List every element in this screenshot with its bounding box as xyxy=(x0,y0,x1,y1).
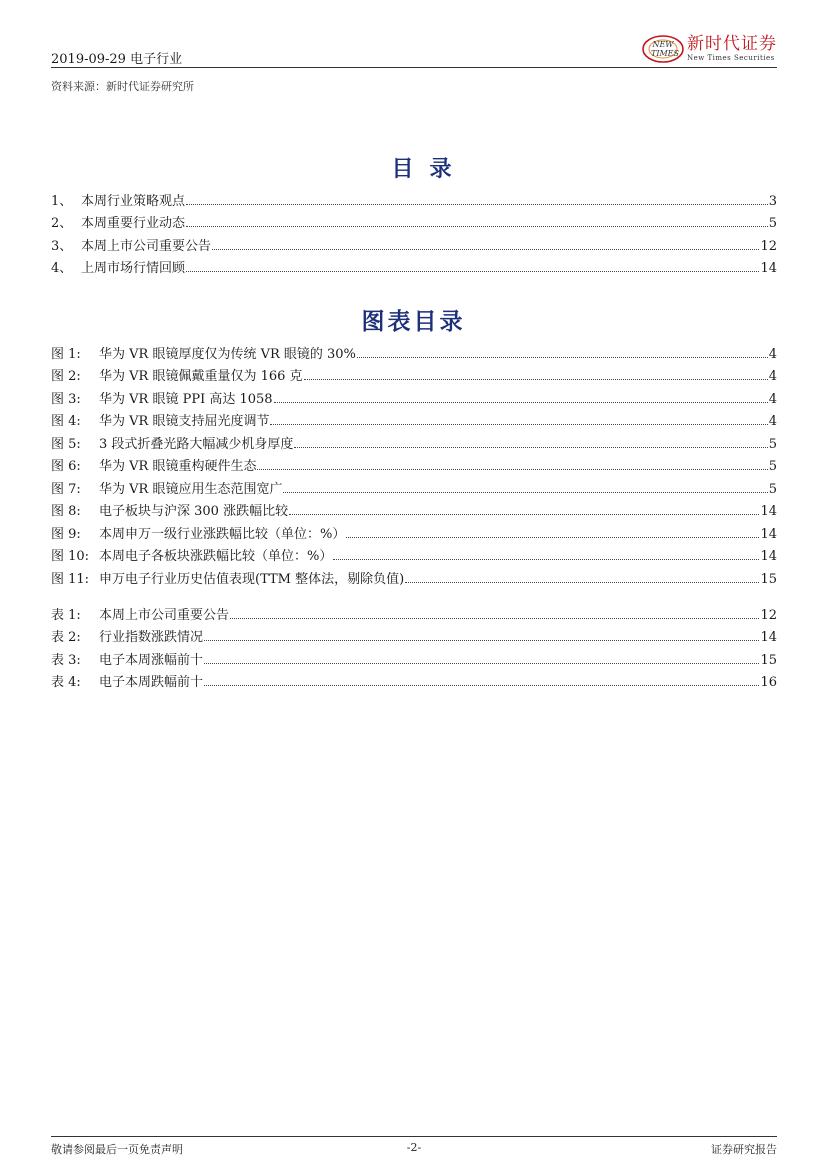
table-caption: 电子本周跌幅前十 xyxy=(99,675,204,690)
dot-leader xyxy=(289,514,759,515)
new-times-badge-icon xyxy=(641,34,685,64)
figure-caption: 3 段式折叠光路大幅减少机身厚度 xyxy=(99,436,294,452)
figure-entry[interactable] xyxy=(51,339,777,362)
figure-entry[interactable] xyxy=(51,474,777,497)
figure-number: 图 2: xyxy=(51,369,81,384)
dot-leader xyxy=(204,663,759,664)
figure-page: 5 xyxy=(768,459,777,474)
toc-entry[interactable] xyxy=(51,254,777,277)
toc-entry[interactable] xyxy=(51,209,777,232)
dot-leader xyxy=(204,640,759,641)
dot-leader xyxy=(212,249,759,250)
source-note: 资料来源：新时代证券研究所 xyxy=(51,80,194,93)
toc-entry-page: 14 xyxy=(760,261,777,276)
toc-title: 目录 xyxy=(391,157,468,182)
dot-leader xyxy=(257,469,767,470)
figure-number: 图 3: xyxy=(51,391,81,407)
figure-entry[interactable] xyxy=(51,497,777,520)
table-page: 16 xyxy=(760,675,777,690)
toc-entry-number: 4、 xyxy=(51,261,73,276)
figure-page: 15 xyxy=(760,571,777,587)
figure-number: 图 10: xyxy=(51,549,90,564)
table-entry[interactable] xyxy=(51,668,777,691)
table-number: 表 4: xyxy=(51,675,81,690)
figure-entry[interactable] xyxy=(51,519,777,542)
logo-chinese-name: 新时代证券 xyxy=(687,34,777,54)
figure-page: 4 xyxy=(768,414,777,429)
page-header xyxy=(51,34,777,67)
toc-entry-page: 5 xyxy=(768,216,777,231)
figure-entry[interactable] xyxy=(51,407,777,430)
svg-text:NEW: NEW xyxy=(652,40,674,49)
figure-entry[interactable] xyxy=(51,452,777,475)
dot-leader xyxy=(270,424,767,425)
dot-leader xyxy=(186,226,768,227)
figure-list xyxy=(51,339,777,587)
toc-entry[interactable] xyxy=(51,231,777,254)
dot-leader xyxy=(357,357,768,358)
figure-page: 5 xyxy=(768,436,777,452)
table-entry[interactable] xyxy=(51,600,777,623)
svg-text:TIMES: TIMES xyxy=(650,49,680,58)
table-page: 15 xyxy=(760,652,777,668)
figure-number: 图 9: xyxy=(51,526,81,542)
dot-leader xyxy=(294,447,767,448)
figure-page: 4 xyxy=(768,346,777,362)
table-list xyxy=(51,600,777,690)
toc-entry-title: 本周重要行业动态 xyxy=(81,216,186,231)
dot-leader xyxy=(274,402,768,403)
figure-number: 图 11: xyxy=(51,571,90,587)
logo-english-name: New Times Securities xyxy=(687,54,775,62)
figure-caption: 华为 VR 眼镜厚度仅为传统 VR 眼镜的 30% xyxy=(99,346,356,362)
figure-number: 图 8: xyxy=(51,504,81,519)
figure-page: 4 xyxy=(768,369,777,384)
dot-leader xyxy=(186,204,768,205)
figure-entry[interactable] xyxy=(51,384,777,407)
figure-number: 图 6: xyxy=(51,459,81,474)
toc-entry-number: 2、 xyxy=(51,216,73,231)
figure-entry[interactable] xyxy=(51,429,777,452)
figure-caption: 华为 VR 眼镜重构硬件生态 xyxy=(99,459,257,474)
figure-number: 图 1: xyxy=(51,346,81,362)
dot-leader xyxy=(186,271,759,272)
figure-caption: 本周电子各板块涨跌幅比较（单位：%） xyxy=(99,549,333,564)
figure-index-title: 图表目录 xyxy=(361,309,466,335)
figure-page: 14 xyxy=(760,549,777,564)
table-number: 表 1: xyxy=(51,607,81,623)
figure-number: 图 4: xyxy=(51,414,81,429)
toc-entry-page: 3 xyxy=(768,193,777,209)
table-page: 12 xyxy=(760,607,777,623)
figure-caption: 申万电子行业历史估值表现(TTM 整体法，剔除负值) xyxy=(99,571,405,587)
figure-page: 14 xyxy=(760,504,777,519)
toc-entry-number: 1、 xyxy=(51,193,73,209)
figure-caption: 本周申万一级行业涨跌幅比较（单位：%） xyxy=(99,526,346,542)
toc-entry-page: 12 xyxy=(760,238,777,254)
figure-caption: 华为 VR 眼镜 PPI 高达 1058 xyxy=(99,391,273,407)
table-entry[interactable] xyxy=(51,623,777,646)
toc-entry-title: 本周上市公司重要公告 xyxy=(81,238,212,254)
dot-leader xyxy=(204,685,759,686)
table-number: 表 3: xyxy=(51,652,81,668)
table-page: 14 xyxy=(760,630,777,645)
dot-leader xyxy=(283,492,767,493)
table-number: 表 2: xyxy=(51,630,81,645)
table-caption: 电子本周涨幅前十 xyxy=(99,652,204,668)
report-type: 证券研究报告 xyxy=(711,1143,777,1156)
table-entry[interactable] xyxy=(51,645,777,668)
figure-page: 5 xyxy=(768,481,777,497)
figure-entry[interactable] xyxy=(51,362,777,385)
dot-leader xyxy=(304,379,768,380)
figure-caption: 华为 VR 眼镜应用生态范围宽广 xyxy=(99,481,283,497)
toc-entry-number: 3、 xyxy=(51,238,73,254)
figure-entry[interactable] xyxy=(51,542,777,565)
header-divider xyxy=(51,67,777,68)
figure-number: 图 5: xyxy=(51,436,81,452)
disclaimer-note: 敬请参阅最后一页免责声明 xyxy=(51,1143,183,1156)
dot-leader xyxy=(346,537,759,538)
page-number: -2- xyxy=(406,1141,422,1154)
header-date-industry: 2019-09-29 电子行业 xyxy=(51,52,183,67)
table-caption: 本周上市公司重要公告 xyxy=(99,607,230,623)
toc-entry-title: 上周市场行情回顾 xyxy=(81,261,186,276)
dot-leader xyxy=(333,559,759,560)
toc-list xyxy=(51,186,777,276)
table-caption: 行业指数涨跌情况 xyxy=(99,630,204,645)
figure-entry[interactable] xyxy=(51,564,777,587)
toc-entry[interactable] xyxy=(51,186,777,209)
dot-leader xyxy=(405,582,759,583)
figure-number: 图 7: xyxy=(51,481,81,497)
footer-divider xyxy=(51,1136,777,1137)
figure-caption: 华为 VR 眼镜支持屈光度调节 xyxy=(99,414,270,429)
toc-entry-title: 本周行业策略观点 xyxy=(81,193,186,209)
figure-page: 14 xyxy=(760,526,777,542)
figure-caption: 华为 VR 眼镜佩戴重量仅为 166 克 xyxy=(99,369,303,384)
company-logo xyxy=(641,32,777,66)
dot-leader xyxy=(230,618,759,619)
figure-caption: 电子板块与沪深 300 涨跌幅比较 xyxy=(99,504,289,519)
figure-page: 4 xyxy=(768,391,777,407)
